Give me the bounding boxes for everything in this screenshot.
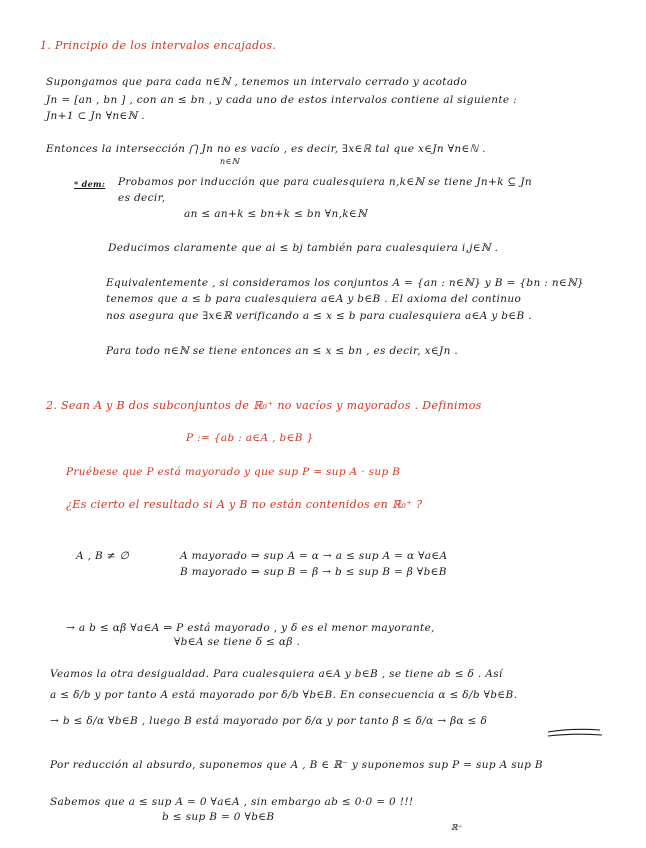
equiv-line1: Equivalentemente , si consideramos los conjuntos A = {an : n∈ℕ} y B = {bn : n∈ℕ} — [106, 277, 585, 289]
sabemos-line-c: ℝ⁺ — [451, 823, 463, 832]
section1-title: 1. Principio de los intervalos encajados. — [40, 39, 277, 52]
veamos-line2: a ≤ δ/b y por tanto A está mayorado por δ/b ∀b∈B. En consecuencia α ≤ δ/b ∀b∈B. — [50, 689, 518, 701]
sabemos-line-a: Sabemos que a ≤ sup A = 0 ∀a∈A , sin embargo ab ≤ 0·0 = 0 !!! — [50, 796, 414, 808]
reduccion-line: Por reducción al absurdo, suponemos que A , B ∈ ℝ⁻ y suponemos sup P = sup A sup B — [50, 759, 543, 771]
dem-label: * dem: — [74, 179, 106, 189]
ab-bound-line2: ∀b∈A se tiene δ ≤ αβ . — [174, 636, 301, 648]
para-line: Para todo n∈ℕ se tiene entonces an ≤ x ≤ bn , es decir, x∈Jn . — [106, 345, 459, 357]
ab-bound-line: → a b ≤ αβ ∀a∈A ⇒ P está mayorado , y δ es el menor mayorante, — [66, 622, 435, 634]
set-definition: P := {ab : a∈A , b∈B } — [186, 432, 314, 444]
veamos-line1: Veamos la otra desigualdad. Para cualesquiera a∈A y b∈B , se tiene ab ≤ δ . Así — [50, 668, 503, 680]
deducimos-line: Deducimos claramente que ai ≤ bj también para cualesquiera i,j∈ℕ . — [108, 242, 499, 254]
equiv-line3: nos asegura que ∃x∈ℝ verificando a ≤ x ≤ b para cualesquiera a∈A y b∈B . — [106, 310, 532, 322]
equiv-line2: tenemos que a ≤ b para cualesquiera a∈A y b∈B . El axioma del continuo — [106, 293, 522, 305]
underline-result — [548, 729, 600, 732]
p1-line1: Supongamos que para cada n∈ℕ , tenemos un intervalo cerrado y acotado — [46, 76, 468, 88]
p1-line2: Jn = [an , bn ] , con an ≤ bn , y cada uno de estos intervalos contiene al siguiente : — [46, 94, 518, 106]
underline-result-2 — [548, 734, 602, 736]
mayorado-A-line: A mayorado ⇒ sup A = α → a ≤ sup A = α ∀a∈A — [180, 550, 448, 562]
question-line: ¿Es cierto el resultado si A y B no están contenidos en ℝ₀⁺ ? — [66, 498, 423, 511]
dem-line1: Probamos por inducción que para cualesquiera n,k∈ℕ se tiene Jn+k ⊆ Jn — [118, 176, 533, 188]
sabemos-line-b: b ≤ sup B = 0 ∀b∈B — [162, 811, 275, 823]
mayorado-B-line: B mayorado ⇒ sup B = β → b ≤ sup B = β ∀b∈B — [180, 566, 447, 578]
dem-line2: es decir, — [118, 192, 166, 204]
pruebese-line: Pruébese que P está mayorado y que sup P = sup A · sup B — [66, 466, 401, 478]
section2-title: 2. Sean A y B dos subconjuntos de ℝ₀⁺ no vacíos y mayorados . Definimos — [46, 399, 482, 412]
nonempty-line: A , B ≠ ∅ — [76, 550, 130, 562]
p1-line3: Jn+1 ⊂ Jn ∀n∈ℕ . — [46, 110, 145, 122]
entonces-subscript: n∈ℕ — [220, 157, 240, 166]
entonces-line: Entonces la intersección ⋂ Jn no es vacío , es decir, ∃x∈ℝ tal que x∈Jn ∀n∈ℕ . — [46, 143, 486, 155]
dem-line3: an ≤ an+k ≤ bn+k ≤ bn ∀n,k∈ℕ — [184, 208, 368, 220]
veamos-line3: → b ≤ δ/α ∀b∈B , luego B está mayorado por δ/α y por tanto β ≤ δ/α → βα ≤ δ — [50, 715, 488, 727]
